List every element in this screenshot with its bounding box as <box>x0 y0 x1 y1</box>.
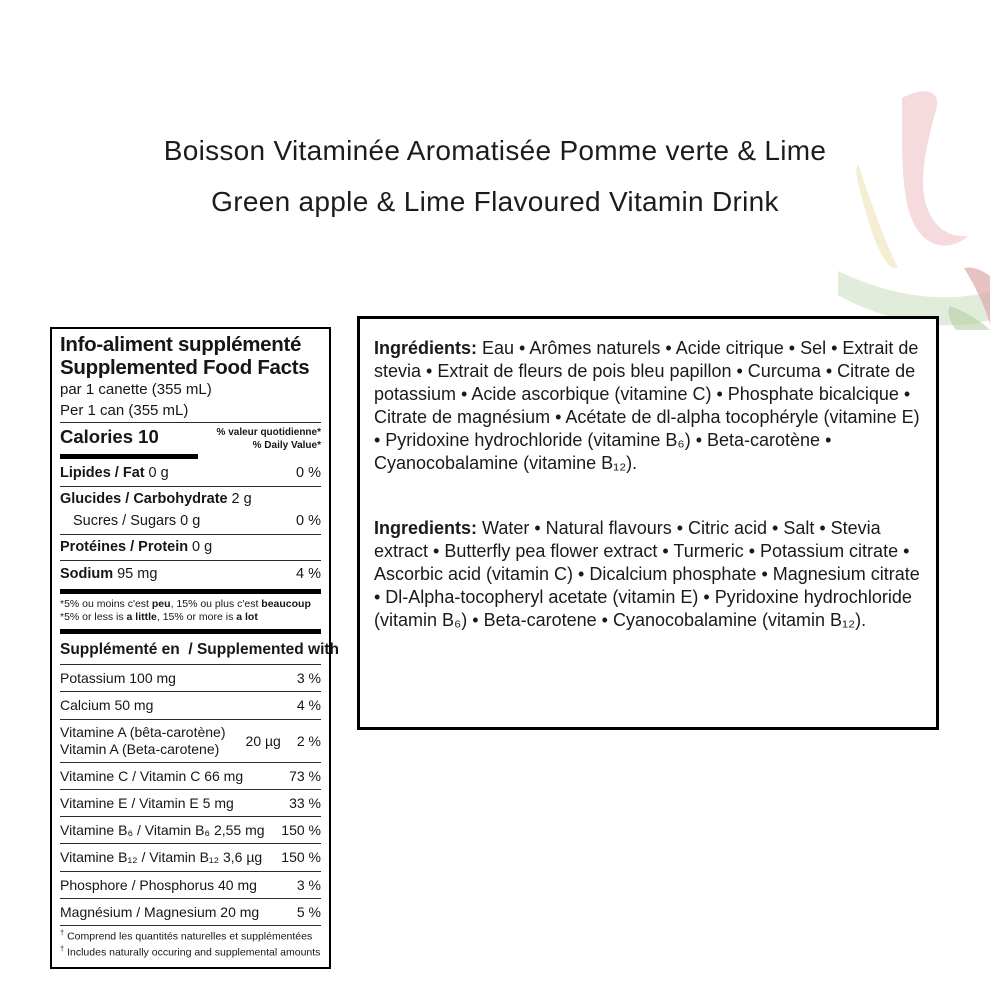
nutrient-amount: 2 g <box>231 491 252 508</box>
supplement-label-fr: Vitamine A (bêta-carotène) <box>60 723 226 740</box>
thick-divider <box>60 629 321 634</box>
ingredients-label-fr: Ingrédients: <box>374 338 478 358</box>
supplement-label: Magnésium / Magnesium 20 mg <box>60 903 260 920</box>
supplement-label-en: Vitamin A (Beta-carotene) <box>60 740 220 757</box>
nutrient-row-sodium <box>60 563 321 585</box>
footnote-bold: peu <box>151 597 171 610</box>
panel-heading-en: Supplemented Food Facts <box>60 355 310 379</box>
product-title <box>0 126 990 228</box>
divider <box>60 925 321 926</box>
nutrient-name: Protéines / Protein <box>60 539 189 556</box>
dagger-text-en: Includes naturally occuring and supplemental amounts <box>67 946 321 959</box>
nutrient-label <box>60 538 212 557</box>
calories-row <box>60 426 321 452</box>
dagger-symbol: † <box>60 944 65 954</box>
supplement-dv: 5 % <box>296 903 321 920</box>
nutrient-label <box>60 565 157 584</box>
divider <box>60 486 321 487</box>
nutrient-row-carbohydrate <box>60 489 321 511</box>
divider <box>60 762 321 763</box>
dagger-symbol: † <box>60 927 65 937</box>
supplemented-with-header: Supplémenté en / Supplemented with <box>60 641 340 659</box>
supplement-row-phosphorus <box>60 874 321 896</box>
nutrient-dv: 0 % <box>296 464 321 481</box>
footnote-bold: a lot <box>236 611 258 624</box>
supplement-label: Vitamine E / Vitamin E 5 mg <box>60 794 234 811</box>
divider <box>60 898 321 899</box>
calories-number: 10 <box>138 426 159 448</box>
supplement-row-vitamin-a <box>60 722 321 760</box>
nutrient-dv: 0 % <box>296 512 321 529</box>
supplemented-food-facts-panel <box>50 327 340 969</box>
divider <box>60 422 321 423</box>
thick-divider <box>60 589 321 594</box>
supplement-row-vitamin-e <box>60 792 321 814</box>
serving-size-en: Per 1 can (355 mL) <box>60 401 189 419</box>
ingredients-box <box>357 316 939 730</box>
daily-value-footnote-fr <box>60 598 321 612</box>
supplement-dv: 33 % <box>289 794 321 811</box>
calories-underline-bar <box>60 454 198 459</box>
footnote-bold: beaucoup <box>261 597 311 610</box>
supplement-dv: 150 % <box>281 822 321 839</box>
calories-label: Calories <box>60 426 134 448</box>
nutrient-name: Glucides / Carbohydrate <box>60 491 228 508</box>
supplement-dv: 2 % <box>296 732 321 749</box>
supplement-row-vitamin-b6 <box>60 819 321 841</box>
supplement-label: Calcium 50 mg <box>60 697 154 714</box>
supplement-label: Potassium 100 mg <box>60 670 176 687</box>
dagger-footnote-en <box>60 944 321 960</box>
product-title-en: Green apple & Lime Flavoured Vitamin Drink <box>211 185 779 217</box>
divider <box>60 719 321 720</box>
supplement-dv: 3 % <box>296 670 321 687</box>
nutrient-amount: Sucres / Sugars 0 g <box>73 512 201 529</box>
supplement-label: Vitamine B₆ / Vitamin B₆ 2,55 mg <box>60 822 265 839</box>
product-title-fr: Boisson Vitaminée Aromatisée Pomme verte & Lime <box>163 135 827 166</box>
nutrient-dv: 4 % <box>296 565 321 582</box>
footnote-text: , 15% or more is <box>156 611 237 624</box>
daily-value-header <box>217 426 321 452</box>
divider <box>60 843 321 844</box>
supplement-label: Phosphore / Phosphorus 40 mg <box>60 876 257 893</box>
calories-value <box>60 426 159 448</box>
nutrient-label <box>60 464 169 483</box>
supplement-dv: 3 % <box>296 876 321 893</box>
divider <box>60 560 321 561</box>
daily-value-header-fr: % valeur quotidienne* <box>216 427 321 439</box>
nutrient-name: Sodium <box>60 565 114 582</box>
nutrient-label <box>60 490 252 509</box>
nutrient-name: Lipides / Fat <box>60 464 145 481</box>
nutrient-amount: 95 mg <box>117 565 158 582</box>
ingredients-text-fr: Eau • Arômes naturels • Acide citrique • Sel • Extrait de stevia • Extrait de fleurs de pois bleu papillon • Curcuma • Citrate de potassium • Acide ascorbique (vitamine C) • Phosphate bicalcique • Citrate de magnésium • Acétate de dl-alpha tocophéryle (vitamine E) • Pyridoxine hydrochloride (vitamine B₆) • Beta-carotène • Cyanocobalamine (vitamine B₁₂). <box>374 338 920 474</box>
divider <box>60 871 321 872</box>
footnote-text: *5% or less is <box>60 611 127 624</box>
nutrient-label <box>73 512 200 531</box>
nutrient-amount: 0 g <box>148 464 169 481</box>
footnote-text: *5% ou moins c'est <box>60 597 152 610</box>
dagger-text-fr: Comprend les quantités naturelles et supplémentées <box>67 930 313 943</box>
nutrient-row-sugars <box>60 510 321 532</box>
supplement-label <box>60 724 226 758</box>
supplement-row-vitamin-c <box>60 765 321 787</box>
nutrient-row-protein <box>60 537 321 559</box>
ingredients-paragraph-fr <box>374 337 922 475</box>
supplement-label: Vitamine C / Vitamin C 66 mg <box>60 767 244 784</box>
dagger-footnote-fr <box>60 928 321 944</box>
supplement-row-calcium <box>60 694 321 716</box>
daily-value-header-en: % Daily Value* <box>252 440 321 452</box>
supplement-row-potassium <box>60 667 321 689</box>
ingredients-paragraph-en <box>374 517 922 632</box>
divider <box>60 816 321 817</box>
supplement-dv: 150 % <box>281 849 321 866</box>
footnote-bold: a little <box>126 611 157 624</box>
divider <box>60 789 321 790</box>
divider <box>60 534 321 535</box>
nutrient-amount: 0 g <box>192 539 213 556</box>
ingredients-text-en: Water • Natural flavours • Citric acid • Salt • Stevia extract • Butterfly pea flower extract • Turmeric • Potassium citrate • Ascorbic acid (vitamin C) • Dicalcium phosphate • Magnesium citrate • Dl-Alpha-tocopheryl acetate (vitamin E) • Pyridoxine hydrochloride (vitamin B₆) • Beta-carotene • Cyanocobalamine (vitamin B₁₂). <box>374 518 920 631</box>
serving-size-fr: par 1 canette (355 mL) <box>60 381 212 399</box>
daily-value-footnote-en <box>60 611 321 625</box>
supplement-amount: 20 µg <box>245 732 281 749</box>
divider <box>60 664 321 665</box>
supplement-row-vitamin-b12 <box>60 846 321 868</box>
supplement-dv: 4 % <box>296 697 321 714</box>
ingredients-label-en: Ingredients: <box>374 518 478 539</box>
divider <box>60 691 321 692</box>
panel-heading-fr: Info-aliment supplémenté <box>60 333 302 356</box>
nutrient-row-fat <box>60 462 321 484</box>
footnote-text: , 15% ou plus c'est <box>170 597 262 610</box>
supplement-label: Vitamine B₁₂ / Vitamin B₁₂ 3,6 µg <box>60 849 263 866</box>
supplement-dv: 73 % <box>289 767 321 784</box>
supplement-row-magnesium <box>60 901 321 923</box>
